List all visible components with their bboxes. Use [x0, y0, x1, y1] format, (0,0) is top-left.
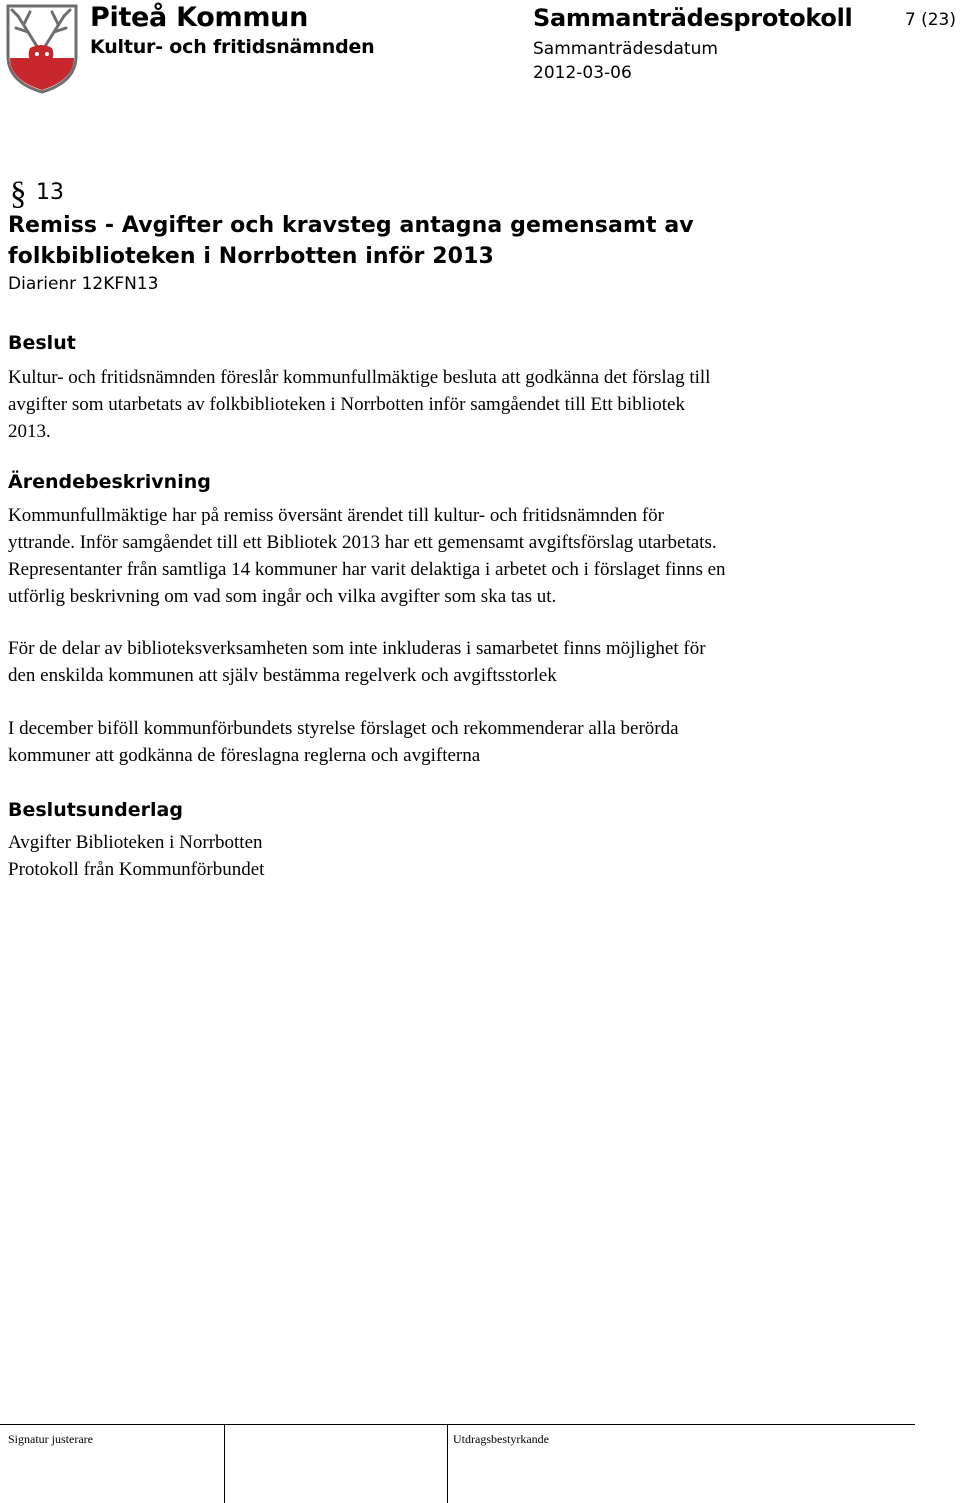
section-number: 13	[36, 180, 64, 205]
text-line: Kultur- och fritidsnämnden föreslår kommunfullmäktige besluta att godkänna det förslag till	[8, 367, 711, 388]
footer-rule	[0, 1424, 915, 1425]
section-sign: §	[10, 176, 27, 212]
text-line: För de delar av biblioteksverksamheten som inte inkluderas i samarbetet finns möjlighet för	[8, 638, 706, 659]
text-line: utförlig beskrivning om vad som ingår och vilka avgifter som ska tas ut.	[8, 586, 557, 607]
text-line: I december biföll kommunförbundets styrelse förslaget och rekommenderar alla berörda	[8, 718, 679, 739]
footer-signature-label: Signatur justerare	[8, 1432, 93, 1446]
footer-divider	[447, 1424, 448, 1503]
decision-heading: Beslut	[8, 332, 76, 354]
list-item: Protokoll från Kommunförbundet	[8, 859, 265, 880]
board-name: Kultur- och fritidsnämnden	[90, 36, 375, 58]
section-title-line: Remiss - Avgifter och kravsteg antagna gemensamt av	[8, 213, 694, 238]
text-line: avgifter som utarbetats av folkbiblioteken i Norrbotten inför samgåendet till Ett bibliotek	[8, 394, 685, 415]
decision-text	[8, 364, 908, 445]
section-title	[8, 210, 728, 272]
case-description-paragraph-3	[8, 715, 908, 769]
case-description-heading: Ärendebeskrivning	[8, 471, 211, 493]
document-type-title: Sammanträdesprotokoll	[533, 4, 853, 32]
case-description-paragraph-2	[8, 635, 908, 689]
decision-basis-heading: Beslutsunderlag	[8, 799, 183, 821]
diary-number: Diarienr 12KFN13	[8, 274, 159, 294]
meeting-date-label: Sammanträdesdatum	[533, 39, 718, 59]
text-line: 2013.	[8, 421, 51, 442]
section-title-line: folkbiblioteken i Norrbotten inför 2013	[8, 244, 494, 269]
footer-extract-label: Utdragsbestyrkande	[453, 1432, 549, 1446]
text-line: yttrande. Inför samgåendet till ett Bibliotek 2013 har ett gemensamt avgiftsförslag utarbetats.	[8, 532, 717, 553]
organization-name: Piteå Kommun	[90, 2, 308, 33]
text-line: kommuner att godkänna de föreslagna reglerna och avgifterna	[8, 745, 481, 766]
decision-basis-list	[8, 829, 908, 883]
footer-divider	[224, 1424, 225, 1503]
text-line: den enskilda kommunen att själv bestämma regelverk och avgiftsstorlek	[8, 665, 557, 686]
meeting-date-value: 2012-03-06	[533, 63, 632, 83]
municipality-coat-of-arms-logo	[4, 2, 80, 94]
page-number: 7 (23)	[904, 10, 956, 30]
text-line: Representanter från samtliga 14 kommuner har varit delaktiga i arbetet och i förslaget finns en	[8, 559, 726, 580]
text-line: Kommunfullmäktige har på remiss översänt ärendet till kultur- och fritidsnämnden för	[8, 505, 665, 526]
reindeer-shield-icon	[4, 2, 80, 94]
list-item: Avgifter Biblioteken i Norrbotten	[8, 832, 263, 853]
case-description-paragraph-1	[8, 502, 908, 610]
